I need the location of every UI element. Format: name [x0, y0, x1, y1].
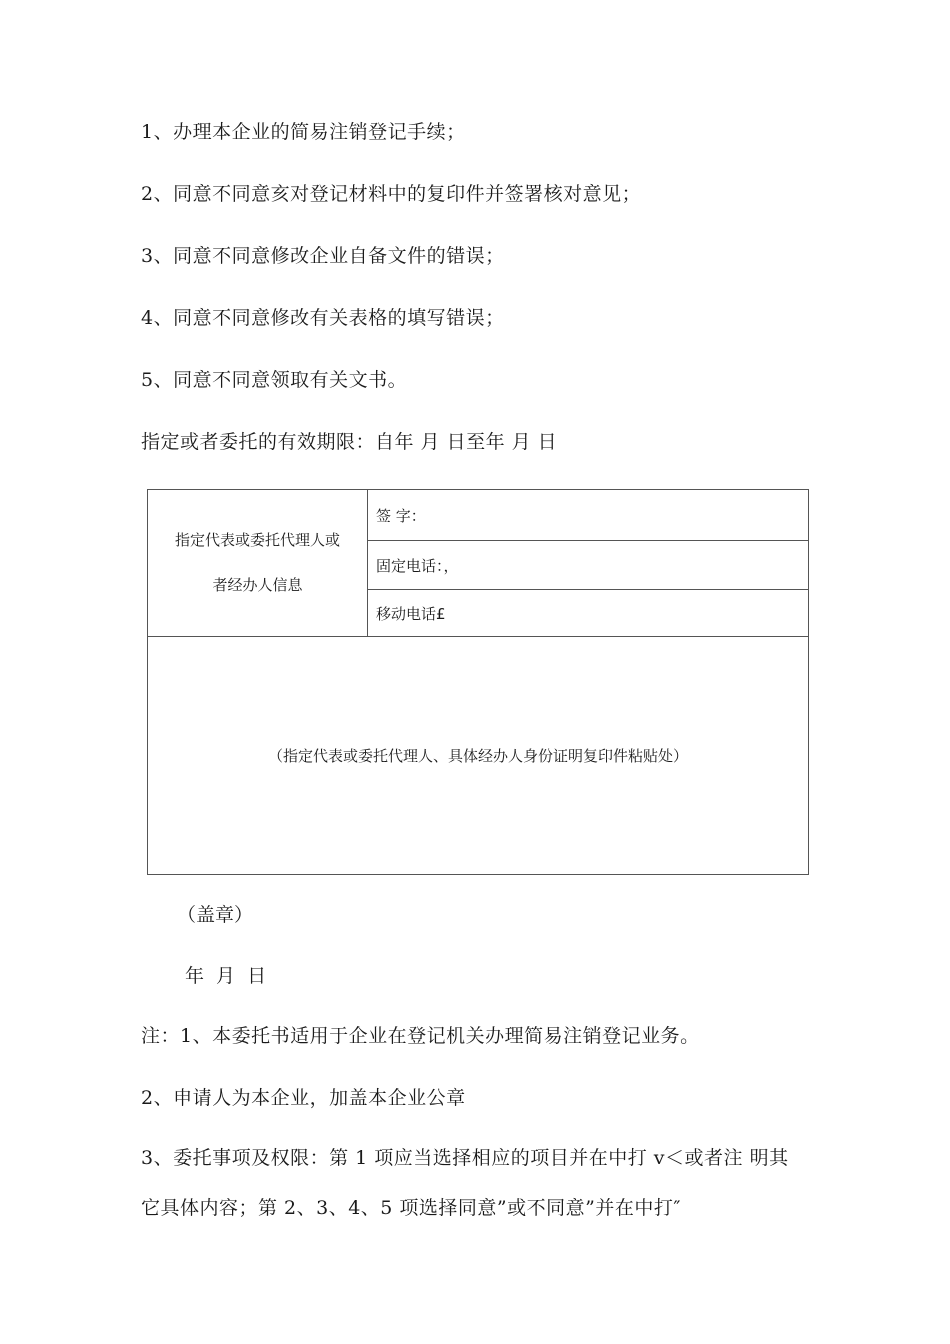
item-2: 2、同意不同意亥对登记材料中的复印件并签署核对意见； — [141, 183, 642, 205]
note-2: 2、申请人为本企业，加盖本企业公章 — [141, 1087, 466, 1109]
id-copy-paste-area — [148, 637, 808, 874]
item-4: 4、同意不同意修改有关表格的填写错误； — [141, 307, 505, 329]
agent-info-label-line2: 者经办人信息 — [212, 576, 303, 594]
signature-label: 签 字： — [376, 506, 426, 525]
item-5: 5、同意不同意领取有关文书。 — [141, 369, 408, 391]
note-3: 3、委托事项及权限：第 1 项应当选择相应的项目并在中打 v＜或者注 明其 — [141, 1147, 789, 1169]
mobile-label: 移动电话£ — [376, 604, 446, 623]
signature-field[interactable] — [368, 490, 808, 541]
agent-info-table — [147, 489, 809, 875]
seal-label: （盖章） — [177, 904, 254, 926]
date-line: 年 月 日 — [185, 965, 267, 987]
item-1: 1、办理本企业的简易注销登记手续； — [141, 121, 466, 143]
agent-info-label-line1: 指定代表或委托代理人或 — [174, 531, 340, 549]
agent-info-label-cell — [148, 490, 368, 637]
note-1: 注：1、本委托书适用于企业在登记机关办理简易注销登记业务。 — [141, 1025, 700, 1047]
note-3-continued: 它具体内容；第 2、3、4、5 项选择同意”或不同意”并在中打″ — [141, 1197, 681, 1219]
id-copy-paste-label: （指定代表或委托代理人、具体经办人身份证明复印件粘贴处） — [267, 747, 688, 765]
validity-period: 指定或者委托的有效期限：自年 月 日至年 月 日 — [141, 431, 558, 453]
landline-field[interactable] — [368, 541, 808, 590]
mobile-field[interactable] — [368, 590, 808, 637]
item-3: 3、同意不同意修改企业自备文件的错误； — [141, 245, 505, 267]
landline-label: 固定电话：， — [376, 556, 459, 575]
